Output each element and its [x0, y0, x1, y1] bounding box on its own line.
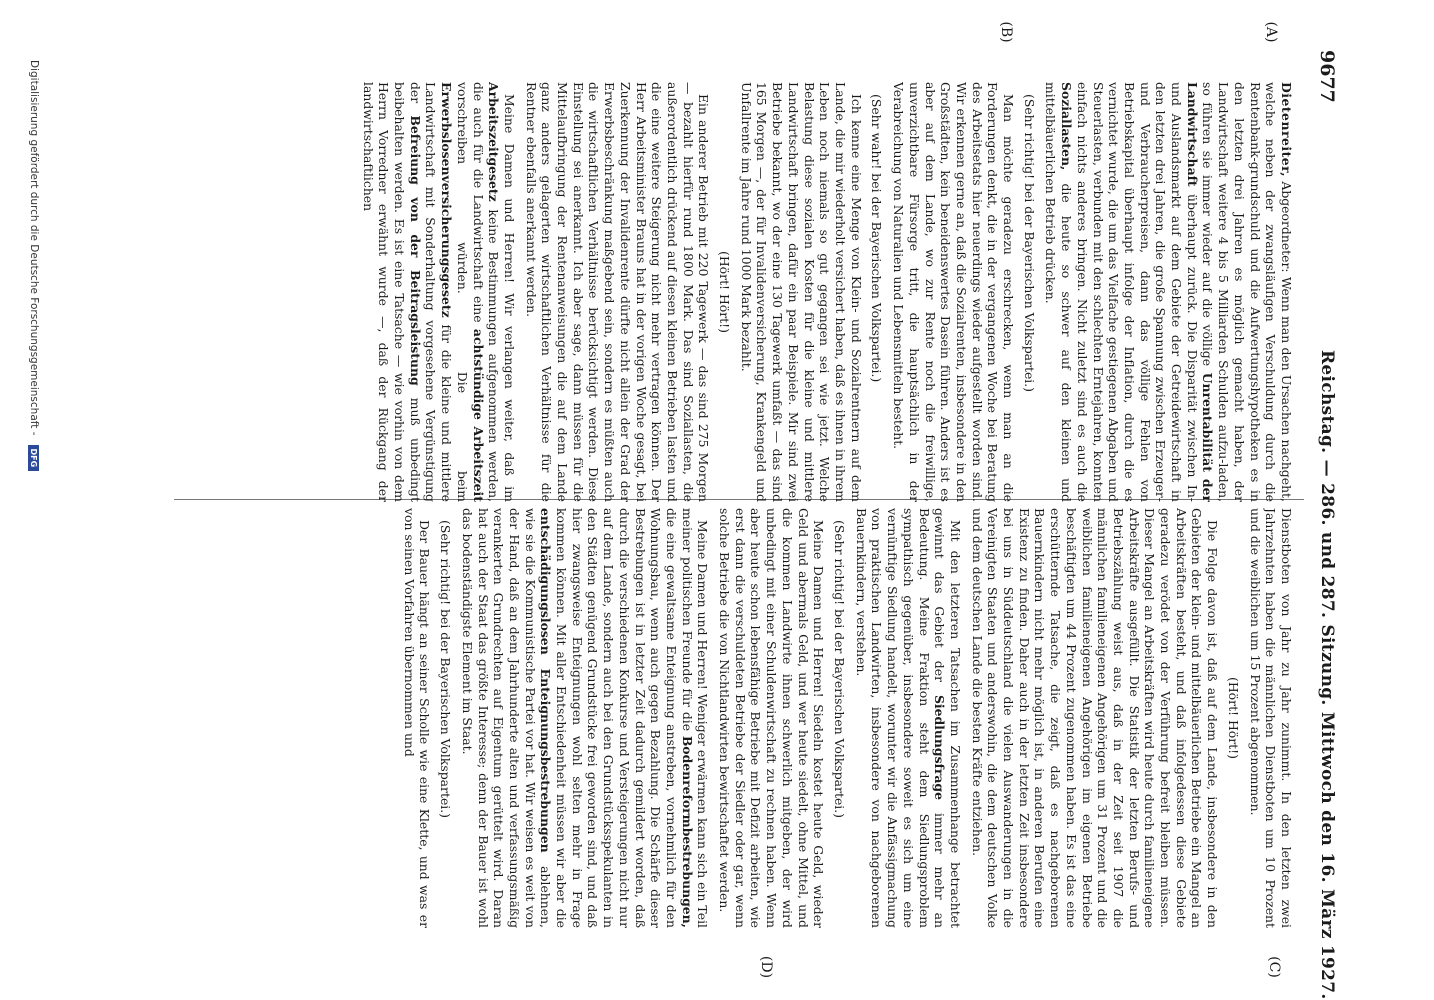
speaker-role: Abgeordneter: — [1279, 181, 1294, 273]
page-title: Reichstag. — 286. und 287. Sitzung. Mittwoch den 16. März 1927. — [1317, 350, 1337, 1000]
paragraph-text: Mit den letzteren Tatsachen im Zusammenhange betrachtet gewinnt das Gebiet der — [932, 508, 963, 928]
speaker-name: Dietenreiter, — [1279, 82, 1294, 178]
digitization-note — [24, 60, 44, 960]
interjection: (Sehr richtig! bei der Bayerischen Volkspartei.) — [438, 520, 454, 819]
dfg-logo: DFG — [29, 445, 40, 471]
emphasis-text: Bodenreformbestrebungen, — [679, 735, 695, 928]
emphasis-text: Siedlungsfrage — [932, 694, 948, 800]
left-column — [144, 82, 1294, 502]
emphasis-text: Arbeitszeitgesetz — [486, 82, 502, 202]
interjection: (Sehr richtig! bei der Bayerischen Volkspartei.) — [1021, 94, 1037, 393]
interjection: (Hört! Hört!) — [717, 251, 733, 333]
emphasis-text: Soziallasten, — [1059, 82, 1075, 171]
right-column — [144, 508, 1294, 928]
paragraph-text: Meine Damen und Herren! Wir verlangen weiter, daß im — [501, 94, 517, 502]
speech-paragraph: Die Folge davon ist, daß auf dem Lande, insbesondere in den Gebieten der klein- und mittelbäuerlichen Betriebe ein Mangel an Arbeitskräften besteht, und daß infolgedessen diese Gebiete geradezu verödet von der Verführung befreit bleiben müssen. Dieser Mangel an Arbeitskräften wird heute durch familieneigene Arbeitskräfte ausgefüllt. Die Statistik der letzten Berufs- und Betriebszählung weist aus, daß in der Zeit seit 1907 die männlichen familieneigenen Angehörigen um 31 Prozent und die weiblichen familieneigenen Angehörigen im eigenen Betriebe beschäftigten um 44 Prozent zugenommen haben. Es ist das eine erschütternde Tatsache, die zeigt, daß es nachgeborenen Bauernkindern nicht mehr möglich ist, in anderen Berufen eine Existenz zu finden. Daher auch in der letzten Zeit insbesondere bei uns in Süddeutschland die vielen Auswanderungen in die Vereinigten Staaten und anderswohin, die dem deutschen Volke und dem deutschen Lande die besten Kräfte entziehen. — [969, 508, 1221, 928]
emphasis-text: Erwerbslosenversicherungsgesetz — [439, 82, 455, 318]
speech-paragraph — [459, 508, 710, 928]
speech-paragraph: Meine Damen und Herren! Siedeln kostet heute Geld, wieder Geld und abermals Geld, und wer heute siedelt, ohne Mittel, und die kommen Landwirte ihnen schwerlich mitgeben, der wird unbedingt mit einer Schuldenwirtschaft zu rechnen haben. Wenn aber heute schon lebensfähige Betriebe mit Defizit arbeiten, wie erst dann die verschuldeten Betriebe der Siedler oder gar, wenn solche Betriebe die von Nichtlandwirten bewirtschaftet werden. — [717, 508, 827, 928]
speech-paragraph — [1043, 82, 1294, 502]
speech-paragraph: Dienstboten von Jahr zu Jahr zunimmt. In den letzten zwei Jahrzehnten haben die männlichen Dienstboten um 10 Prozent und die weiblichen um 15 Prozent abgenommen. — [1247, 508, 1294, 928]
emphasis-text: entschädigungslosen Enteignungsbestrebungen — [538, 508, 554, 853]
paragraph-text: Meine Damen und Herren! Weniger erwärmen kann sich ein Teil meiner politischen Freunde für die — [679, 508, 711, 928]
margin-letter-a: (A) — [1263, 21, 1279, 43]
speech-paragraph — [360, 82, 517, 502]
speech-paragraph: Man möchte geradezu erschrecken, wenn man an die Forderungen denkt, die in der vergangenen Woche bei Beratung des Arbeitsetats hier neuerdings wieder aufgestellt worden sind. Wir erkennen gerne an, daß die Sozialrenten, insbesondere in den Großstädten, kein beneidenswertes Dasein führen. Anders ist es aber auf dem Lande, wo zur Rente noch die freiwillige, unverzichtbare Fürsorge tritt, die hauptsächlich in der Verabreichung von Naturalien und Lebensmitteln besteht. — [891, 82, 1017, 502]
interjection: (Sehr richtig! bei der Bayerischen Volkspartei.) — [832, 520, 848, 819]
paragraph-text: die heute so schwer auf den kleinen und mittelbäuerlichen Betrieb drücken. — [1043, 82, 1075, 502]
paragraph-text: vorschreiben würden. Die beim — [454, 82, 470, 502]
speech-paragraph: Ich kenne eine Menge von Klein- und Sozialrentnern auf dem Lande, die mir wiederholt versichert haben, daß es ihnen in ihrem Leben noch niemals so gut gegangen sei wie jetzt. Welche Belastung diese sozialen Kosten für die kleine und mittlere Landwirtschaft bringen, dafür ein paar Beispiele. Mir sind zwei Betriebe bekannt, wo der eine 130 Tagewerk umfaßt — das sind 165 Morgen —, der für Invalidenversicherung, Krankengeld und Unfallrente im Jahre rund 1000 Mark bezahlt. — [738, 82, 864, 502]
margin-letter-d: (D) — [758, 955, 774, 979]
speech-paragraph: Der Bauer hängt an seiner Scholle wie eine Klette, und was er von seinen Vorfahren übernommen und — [401, 508, 433, 928]
paragraph-text: überhaupt zurück. Die Disparität zwischen In- und Auslandsmarkt auf dem Gebiete der Getreidewirtschaft in den letzten drei Jahren, die große Spannung zwischen Erzeuger- und Verbraucherpreisen, dann das völlige Fehlen von Betriebskapital überhaupt infolge der Inflation, durch die es vernichtet wurde, die um das Vielfache gestiegenen Abgaben und Steuerlasten, verbunden mit den schlechten Erntejahren, konnten einfach nichts anderes bringen. Nicht zuletzt sind es auch die — [1074, 82, 1200, 502]
page-number: 9677 — [1316, 50, 1338, 103]
margin-letter-c: (C) — [1266, 956, 1282, 978]
paragraph-text: immer mehr an Bedeutung. Meine Fraktion steht dem Siedlungsproblem sympathisch gegenüber, insbesondere soweit es sich um eine vernünftige Siedlung handelt, worunter wir die Anfässigmachung von praktischen Landwirten, insbesondere von nachgeborenen Bauernkindern, verstehen. — [853, 508, 948, 928]
paragraph-text: für die kleine und mittlere Landwirtschaft mit Sonderhaltung vorgesehene Vergünstigung der — [407, 82, 455, 502]
page-header — [1312, 50, 1342, 1000]
interjection: (Sehr wahr! bei der Bayerischen Volkspartei.) — [869, 94, 885, 383]
paragraph-text: Wenn man den Ursachen nachgeht, welche neben der zwangsläufigen Verschuldung durch die Rentenbank-grundschuld und die Aufwertungshypotheken es in den letzten drei Jahren es möglich gemacht haben, der Landwirtschaft weitere 4 bis 5 Milliarden Schulden aufzu-laden, so führen sie immer wieder auf die völlige — [1200, 82, 1294, 502]
emphasis-text: achtstündige Arbeitszeit — [470, 328, 486, 502]
speech-paragraph — [853, 508, 963, 928]
interjection: (Hört! Hört!) — [1225, 677, 1241, 759]
emphasis-text: Befreiung von der Beitragsleistung — [407, 115, 423, 386]
digitization-note-text: Digitalisierung gefördert durch die Deutsche Forschungsgemeinschaft - — [28, 60, 40, 436]
paragraph-text: ablehnen, wie sie die Kommunistische Partei vor hat. Wir weisen es weit von der Hand, daß an dem Jahrhunderte alten und verfassungsmäßig verankerten Grundrechten auf Eigentum gerüttelt wird. Daran hat auch der Staat das größte Interesse; denn der Bauer ist wohl das bodenständigste Element im Staat. — [459, 508, 554, 928]
margin-letter-b: (B) — [998, 21, 1014, 43]
paragraph-text: die eine gewaltsame Enteignung anstreben, vornehmlich für den Wohnungsbau, wenn auch gegen Bezahlung. Die Schärfe dieser Bestrebungen ist in letzter Zeit dadurch gemildert worden, daß durch die verschiedenen Konkurse und Versteigerungen nicht nur auf dem Lande, sondern auch bei den Grundstücksspekulanten in den Städten genügend Grundstücke frei geworden sind, und daß hier zwangsweise Enteignungen wohl selten mehr in Frage kommen können. Mit aller Entschiedenheit müssen wir aber die — [554, 508, 679, 928]
paragraph-text: keine Bestimmungen aufgenommen werden, die auch für die Landwirtschaft eine — [470, 82, 502, 502]
emphasis-text: Unrentabilität der Landwirtschaft — [1184, 82, 1216, 502]
paragraph-text: muß unbedingt beibehalten werden. Es ist eine Tatsache — wie vorhin von dem Herrn Vorredner erwähnt wurde —, daß der Rückgang der landwirtschaftlichen — [360, 82, 423, 502]
speech-paragraph: Ein anderer Betrieb mit 220 Tagewerk — das sind 275 Morgen — bezahlt hierfür rund 1800 Mark. Das sind Soziallasten, die außerordentlich drückend auf diesen kleinen Betrieben lasten und die eine weitere Steigerung nicht mehr vertragen können. Der Herr Arbeitsminister Brauns hat in der vorigen Woche gesagt, bei Zuerkennung der Invalidenrente dürfte nicht allein der Grad der Erwerbsbeschränkung maßgebend sein, sondern es müßten auch die wirtschaftlichen Verhältnisse berücksichtigt werden. Diese Einstellung sei anerkannt. Ich aber sage, dann müssen für die Mittelaufbringung der Rentenanweisungen die auf dem Lande ganz anders gelagerten wirtschaftlichen Verhältnisse für die Rentner ebenfalls anerkannt werden. — [523, 82, 712, 502]
